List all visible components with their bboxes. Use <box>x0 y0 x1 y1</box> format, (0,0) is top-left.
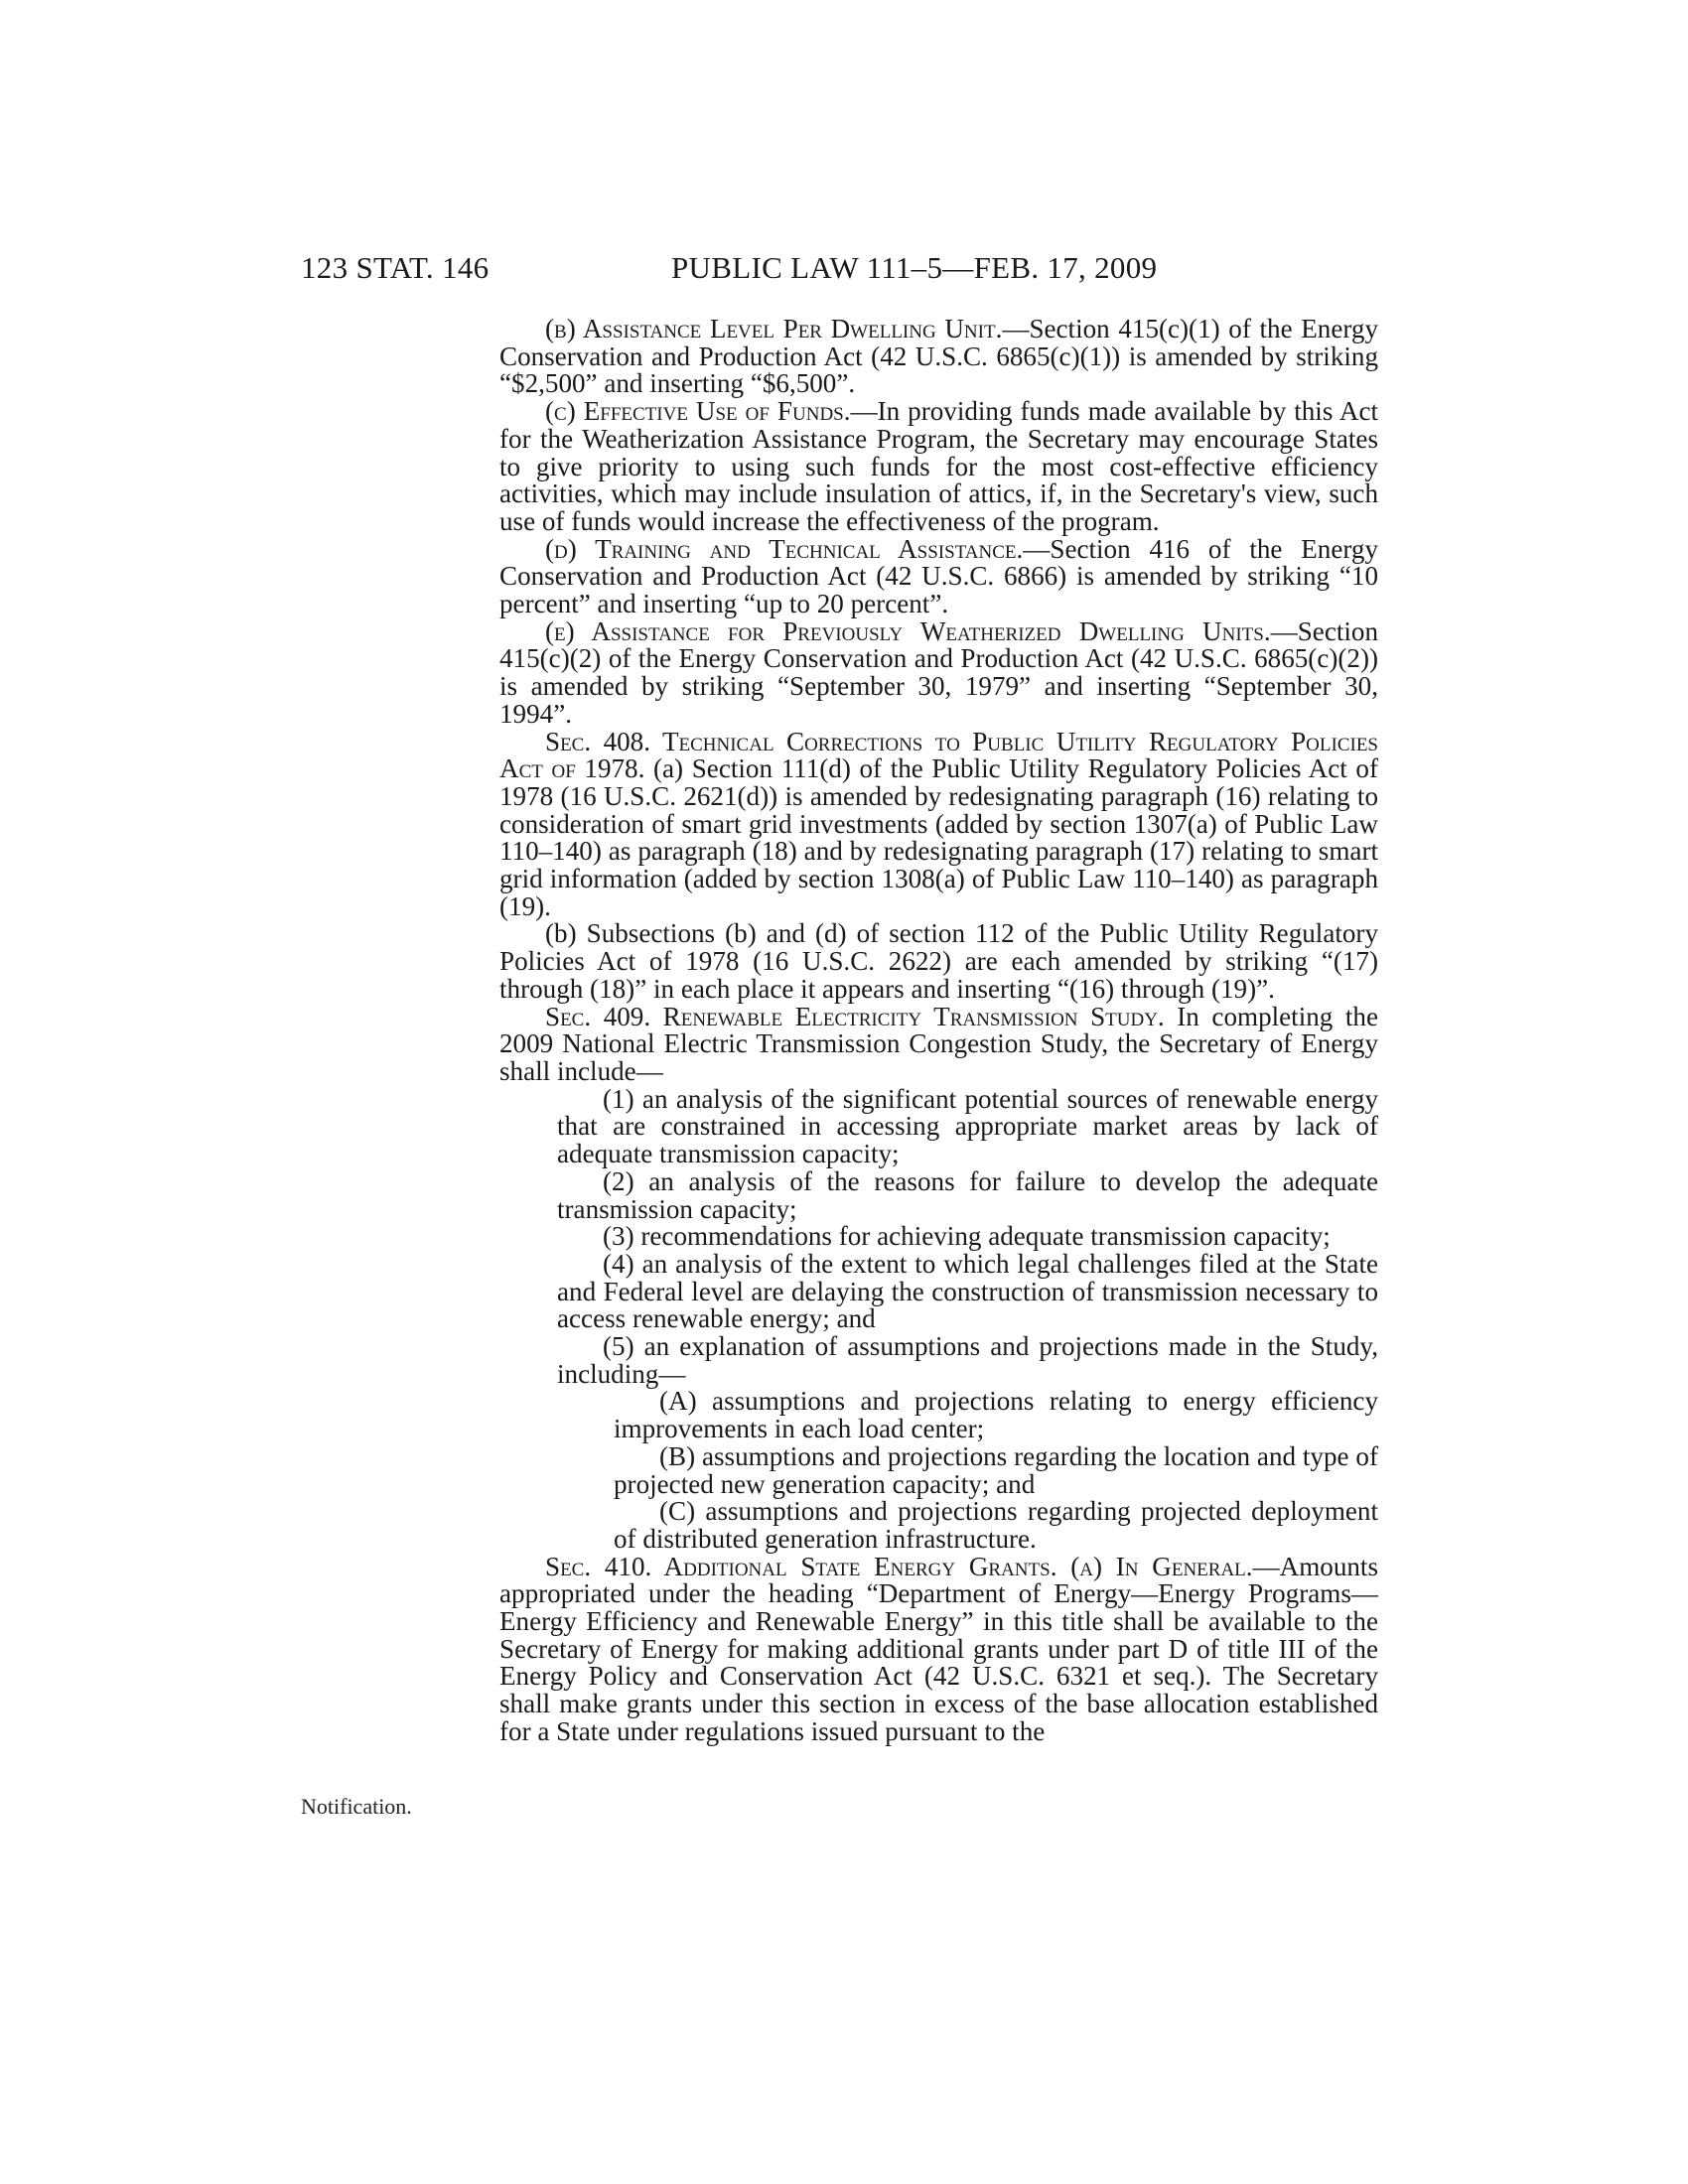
paragraph-text: (C) assumptions and projections regarding projected deployment of distributed generation infrastructure. <box>614 1496 1378 1554</box>
list-item <box>499 1223 1378 1251</box>
paragraph <box>499 398 1378 536</box>
paragraph-text: (5) an explanation of assumptions and projections made in the Study, including— <box>557 1331 1378 1389</box>
document-body <box>499 316 1378 1746</box>
margin-note: Notification. <box>301 1794 412 1819</box>
paragraph-text: (A) assumptions and projections relating to energy efficiency improvements in each load center; <box>614 1386 1378 1444</box>
paragraph <box>499 920 1378 1003</box>
paragraph <box>499 533 1378 619</box>
paragraph-text: —Amounts appropriated under the heading “Department of Energy—Energy Programs—Energy Efficiency and Renewable Energy” in this title shall be available to the Secretary of Energy for making additional grants under part D of title III of the Energy Policy and Conservation Act (42 U.S.C. 6321 et seq.). The Secretary shall make grants under this section in excess of the base allocation established for a State under regulations issued pursuant to the <box>499 1551 1378 1746</box>
paragraph <box>499 1551 1378 1746</box>
list-item <box>499 1083 1378 1169</box>
paragraph-text: (3) recommendations for achieving adequate transmission capacity; <box>603 1221 1331 1252</box>
paragraph <box>499 1001 1378 1086</box>
section-heading: Sec. 410. Additional State Energy Grants. (a) In General. <box>545 1551 1253 1581</box>
paragraph-text: (a) Section 111(d) of the Public Utility Regulatory Policies Act of 1978 (16 U.S.C. 2621(d)) is amended by redesignating paragraph (16) relating to consideration of smart grid investments (added by section 1307(a) of Public Law 110–140) as paragraph (18) and by redesignating paragraph (17) relating to smart grid information (added by section 1308(a) of Public Law 110–140) as paragraph (19). <box>499 753 1378 921</box>
list-item <box>499 1388 1378 1442</box>
paragraph <box>499 615 1378 729</box>
paragraph-text: —Section 415(c)(2) of the Energy Conservation and Production Act (42 U.S.C. 6865(c)(2)) is amended by striking “September 30, 1979” and inserting “September 30, 1994”. <box>499 615 1378 729</box>
paragraph-text: —Section 416 of the Energy Conservation and Production Act (42 U.S.C. 6866) is amended by striking “10 percent” and inserting “up to 20 percent”. <box>499 533 1378 619</box>
list-item <box>499 1333 1378 1388</box>
running-header <box>301 250 1378 290</box>
law-title: PUBLIC LAW 111–5—FEB. 17, 2009 <box>671 250 1158 285</box>
paragraph-text: In completing the 2009 National Electric Transmission Congestion Study, the Secretary of Energy shall include— <box>499 1001 1378 1086</box>
paragraph-text: —Section 415(c)(1) of the Energy Conservation and Production Act (42 U.S.C. 6865(c)(1)) is amended by striking “$2,500” and inserting “$6,500”. <box>499 314 1378 399</box>
list-item <box>499 1248 1378 1334</box>
section-heading: Sec. 409. Renewable Electricity Transmission Study. <box>545 1001 1165 1031</box>
paragraph-text: (1) an analysis of the significant potential sources of renewable energy that are constrained in accessing appropriate market areas by lack of adequate transmission capacity; <box>557 1083 1378 1169</box>
paragraph-text: (4) an analysis of the extent to which legal challenges filed at the State and Federal level are delaying the construction of transmission necessary to access renewable energy; and <box>557 1248 1378 1334</box>
section-heading: Sec. 408. Technical Corrections to Public Utility Regulatory Policies Act of 1978. <box>499 726 1378 784</box>
paragraph-text: (b) Subsections (b) and (d) of section 112 of the Public Utility Regulatory Policies Act of 1978 (16 U.S.C. 2622) are each amended by striking “(17) through (18)” in each place it appears and inserting “(16) through (19)”. <box>499 918 1378 1004</box>
stat-page-number: 123 STAT. 146 <box>301 250 490 285</box>
list-item <box>499 1440 1378 1499</box>
section-heading: (d) Training and Technical Assistance. <box>545 533 1024 564</box>
section-heading: (b) Assistance Level Per Dwelling Unit. <box>545 314 1003 343</box>
section-heading: (c) Effective Use of Funds. <box>545 396 851 427</box>
paragraph-text: (2) an analysis of the reasons for failure to develop the adequate transmission capacity; <box>557 1165 1378 1224</box>
paragraph-text: —In providing funds made available by this Act for the Weatherization Assistance Program, the Secretary may encourage States to give priority to using such funds for the most cost-effective efficiency activities, which may include insulation of attics, if, in the Secretary's view, such use of funds would increase the effectiveness of the program. <box>499 396 1378 536</box>
paragraph <box>499 316 1378 398</box>
list-item <box>499 1498 1378 1553</box>
list-item <box>499 1165 1378 1224</box>
section-heading: (e) Assistance for Previously Weatherized Dwelling Units. <box>545 615 1271 646</box>
paragraph-text: (B) assumptions and projections regarding the location and type of projected new generation capacity; and <box>614 1440 1378 1499</box>
paragraph <box>499 726 1378 921</box>
